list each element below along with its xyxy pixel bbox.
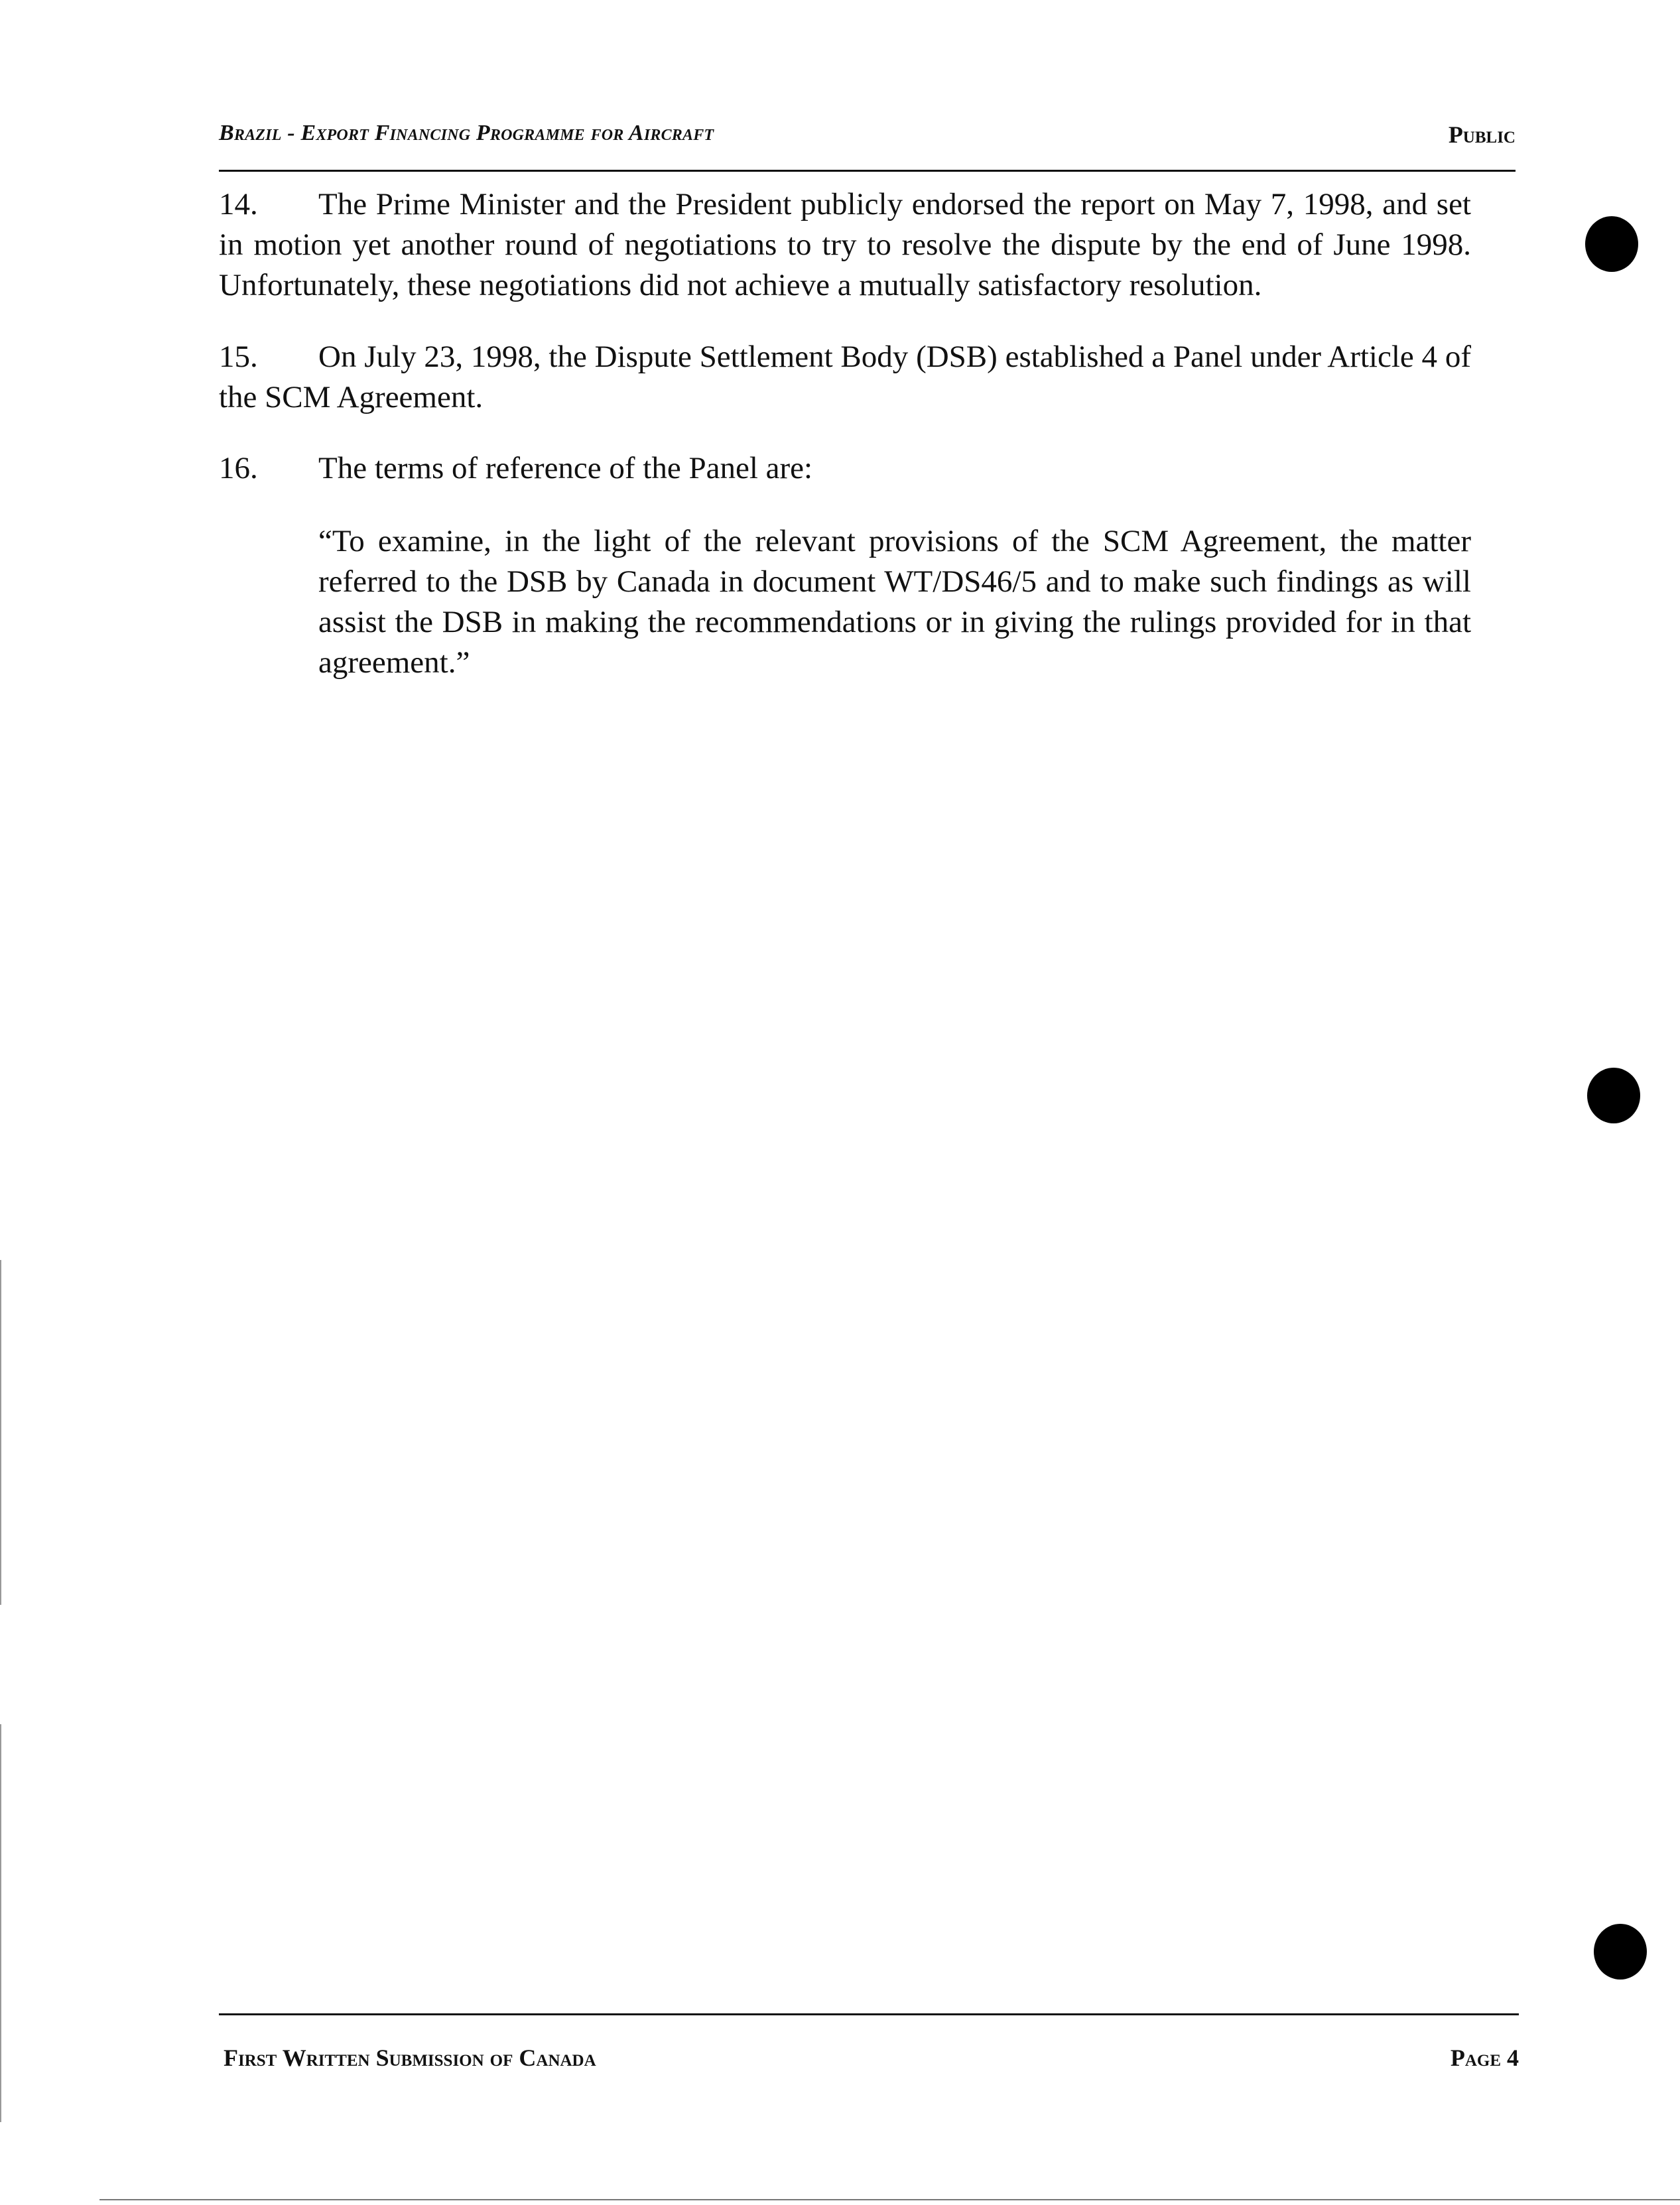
header-rule <box>219 170 1516 172</box>
punch-hole <box>1585 216 1638 272</box>
footer-document-title: First Written Submission of Canada <box>224 2045 596 2071</box>
footer-page-number: Page 4 <box>1450 2045 1519 2071</box>
header-title: Brazil - Export Financing Programme for Aircraft <box>219 121 714 145</box>
paragraph-text: On July 23, 1998, the Dispute Settlement Body (DSB) established a Panel under Article 4 of the SCM Agreement. <box>219 340 1471 414</box>
paragraph-text: The Prime Minister and the President publicly endorsed the report on May 7, 1998, and set in motion yet another round of negotiations to try to resolve the dispute by the end of June 1998. Unfortunately, these negotiations did not achieve a mutually satisfactory resolution. <box>219 187 1471 302</box>
paragraph-number: 16. <box>219 451 258 485</box>
paragraph-number: 14. <box>219 187 258 221</box>
paragraph-number: 15. <box>219 340 258 374</box>
scan-edge-line <box>99 2199 1680 2200</box>
paragraph-text: The terms of reference of the Panel are: <box>318 451 813 485</box>
paragraph-15 <box>219 337 1471 418</box>
footer-rule <box>219 2013 1519 2015</box>
terms-of-reference-quote: “To examine, in the light of the relevant provisions of the SCM Agreement, the matter referred to the DSB by Canada in document WT/DS46/5 and to make such findings as will assist the DSB in making the recommendations or in giving the rulings provided for in that agreement.” <box>318 524 1471 680</box>
punch-hole <box>1594 1924 1647 1980</box>
scan-edge-line <box>0 1260 1 1605</box>
punch-hole <box>1587 1068 1640 1123</box>
page-header <box>219 121 1516 154</box>
scan-edge-line <box>0 1724 1 2122</box>
header-classification: Public <box>1448 121 1516 148</box>
paragraph-16 <box>219 448 1471 489</box>
paragraph-14 <box>219 184 1471 306</box>
